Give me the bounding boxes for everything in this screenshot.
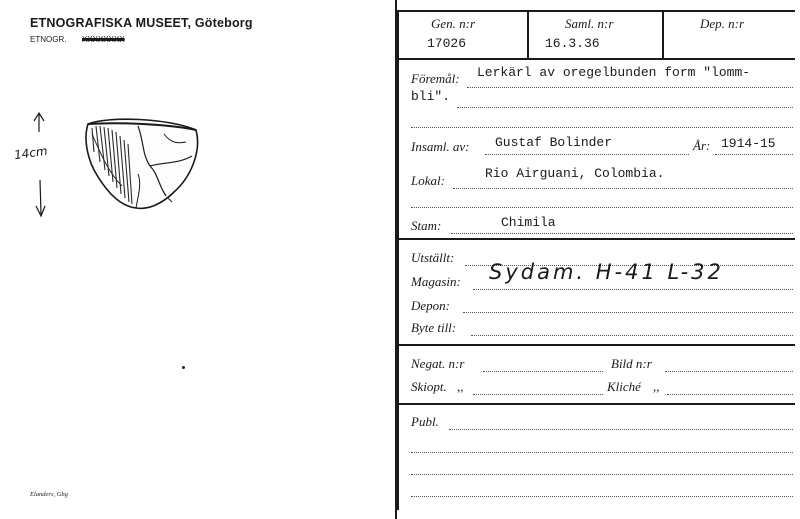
foremal-label: Föremål: bbox=[411, 71, 460, 86]
stam-value: Chimila bbox=[501, 215, 556, 230]
etnogr-struck-text: XXXXXXXX bbox=[82, 35, 125, 44]
depon-label: Depon: bbox=[411, 298, 450, 313]
printer-imprint: Elanders, Gbg bbox=[30, 491, 68, 498]
negat-nr-label: Negat. n:r bbox=[411, 356, 465, 371]
saml-nr-value: 16.3.36 bbox=[545, 36, 600, 51]
publ-dotline-2 bbox=[411, 452, 793, 453]
section-divider-1 bbox=[397, 238, 795, 240]
gen-nr-value: 17026 bbox=[427, 36, 467, 51]
publ-dotline-4 bbox=[411, 496, 793, 497]
header-divider-1 bbox=[527, 12, 529, 58]
utstallt-label: Utställt: bbox=[411, 250, 455, 265]
gen-nr-label: Gen. n:r bbox=[431, 16, 476, 31]
byte-till-label: Byte till: bbox=[411, 320, 457, 335]
header-divider-2 bbox=[662, 12, 664, 58]
publ-dotline-3 bbox=[411, 474, 793, 475]
bild-dotline bbox=[665, 371, 793, 372]
foremal-dotline-2 bbox=[457, 107, 793, 108]
kliche-dotline bbox=[667, 394, 793, 395]
header-top-border bbox=[397, 10, 795, 12]
bild-nr-label: Bild n:r bbox=[611, 356, 652, 371]
publ-dotline-1 bbox=[449, 429, 793, 430]
insaml-label: Insaml. av: bbox=[411, 139, 470, 154]
skiopt-ditto-mark: ,, bbox=[457, 379, 464, 394]
paper-speck bbox=[182, 366, 185, 369]
insaml-dotline bbox=[485, 154, 689, 155]
stam-dotline bbox=[451, 233, 793, 234]
section-divider-2 bbox=[397, 344, 795, 346]
size-note: 14cm bbox=[13, 143, 49, 163]
ar-dotline bbox=[715, 154, 793, 155]
byte-till-dotline bbox=[471, 335, 793, 336]
lokal-dotline-1 bbox=[453, 188, 793, 189]
etnogr-label: ETNOGR. bbox=[30, 35, 67, 44]
magasin-label: Magasin: bbox=[411, 274, 461, 289]
stam-label: Stam: bbox=[411, 218, 442, 233]
foremal-dotline-3 bbox=[411, 127, 793, 128]
skiopt-label: Skiopt. bbox=[411, 379, 447, 394]
publ-label: Publ. bbox=[411, 414, 439, 429]
pottery-sketch-icon bbox=[78, 112, 208, 217]
ar-value: 1914-15 bbox=[721, 136, 776, 151]
header-bottom-border bbox=[397, 58, 795, 60]
kliche-ditto-mark: ,, bbox=[653, 379, 660, 394]
foremal-value-line2: bli". bbox=[411, 89, 451, 104]
lokal-dotline-2 bbox=[411, 207, 793, 208]
catalog-card-form bbox=[397, 10, 797, 510]
header-left-border bbox=[397, 10, 399, 58]
magasin-dotline bbox=[473, 289, 793, 290]
skiopt-dotline bbox=[473, 394, 603, 395]
dep-nr-label: Dep. n:r bbox=[700, 16, 745, 31]
negat-dotline bbox=[483, 371, 603, 372]
lokal-label: Lokal: bbox=[411, 173, 445, 188]
magasin-value: Sydam. H-41 L-32 bbox=[489, 260, 724, 284]
foremal-value-line1: Lerkärl av oregelbunden form "lomm- bbox=[477, 65, 751, 80]
kliche-label: Kliché bbox=[607, 379, 641, 394]
form-left-border bbox=[397, 58, 399, 510]
section-divider-3 bbox=[397, 403, 795, 405]
insaml-value: Gustaf Bolinder bbox=[495, 135, 613, 150]
card-left-panel bbox=[0, 0, 395, 519]
saml-nr-label: Saml. n:r bbox=[565, 16, 614, 31]
size-arrow-icon bbox=[30, 110, 50, 222]
lokal-value: Rio Airguani, Colombia. bbox=[485, 166, 665, 181]
foremal-dotline-1 bbox=[467, 87, 793, 88]
museum-title: ETNOGRAFISKA MUSEET, Göteborg bbox=[30, 16, 253, 30]
ar-label: År: bbox=[693, 138, 711, 153]
depon-dotline bbox=[463, 312, 793, 313]
